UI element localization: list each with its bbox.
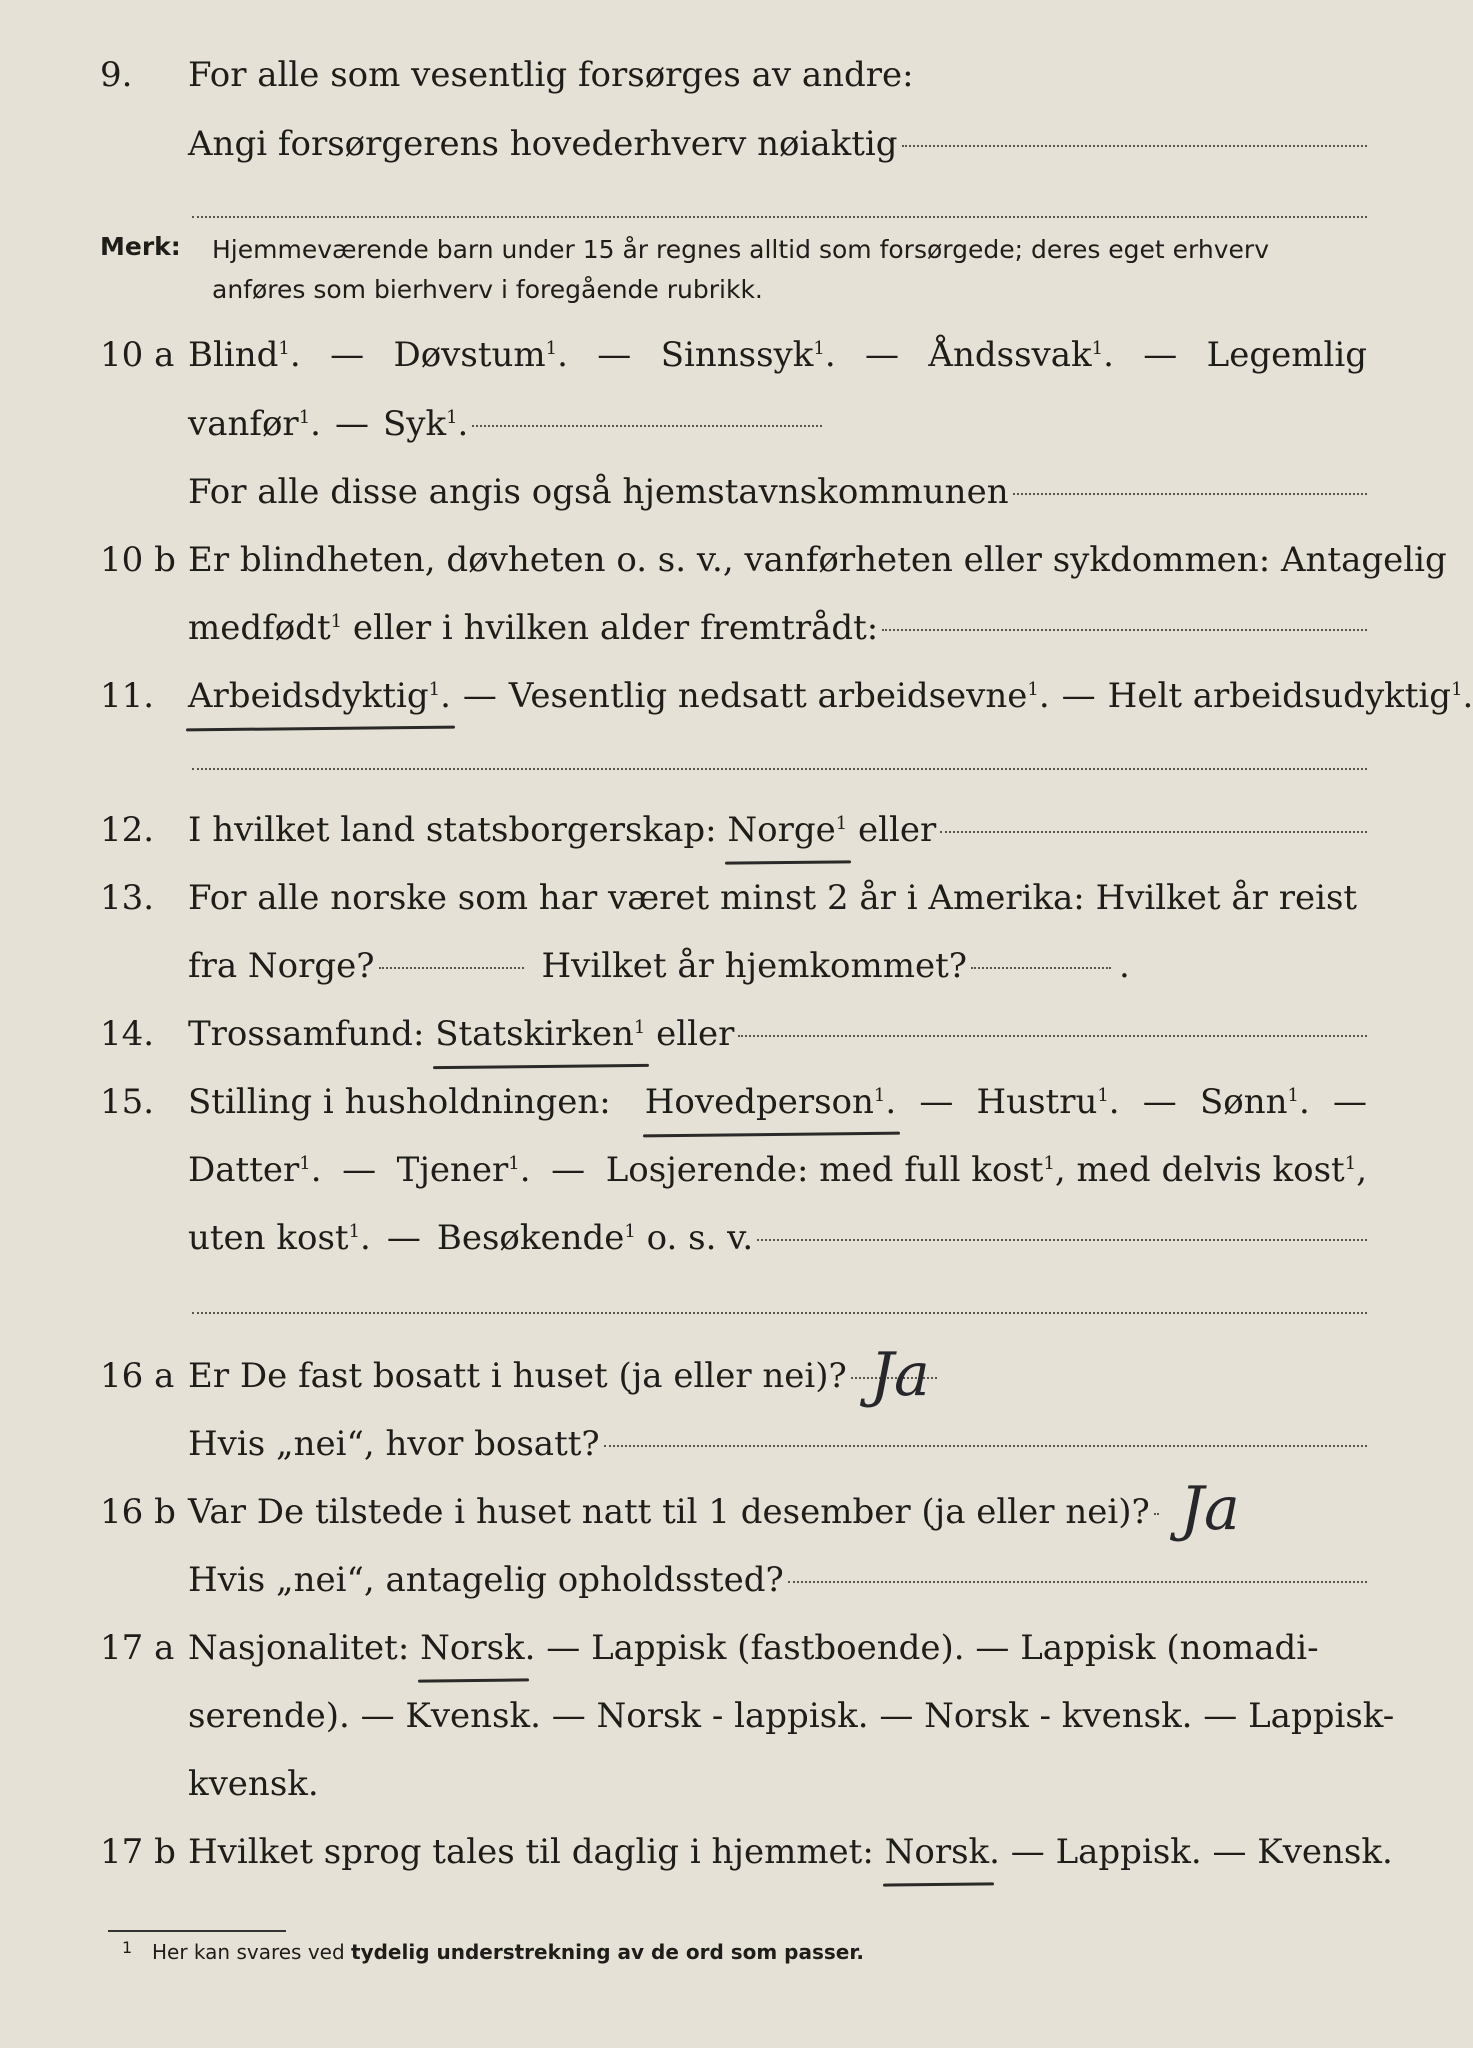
q15-continuation-line[interactable] <box>192 1312 1367 1314</box>
q12-number: 12. <box>100 810 155 850</box>
dash: — <box>1061 676 1096 716</box>
q13-left-year-field[interactable] <box>379 967 524 969</box>
q16a-handwritten-answer: Ja <box>870 1340 930 1410</box>
q11-option-nedsatt[interactable]: Vesentlig nedsatt arbeidsevne$^1$. <box>508 676 1050 716</box>
dash: — <box>1143 335 1178 375</box>
q15-option-losjerende: Losjerende: med full kost$^1$, med delvis kost$^1$, <box>605 1150 1367 1190</box>
dash: — <box>1332 1082 1367 1122</box>
q15-line2 <box>0 1140 1437 1200</box>
q17a-answer-norsk[interactable]: Norsk <box>420 1618 525 1678</box>
q15-option-hustru: Hustru$^1$. <box>976 1082 1120 1122</box>
q10b-number: 10 b <box>100 540 176 580</box>
dot: . <box>1119 946 1130 986</box>
q15-number: 15. <box>100 1082 155 1122</box>
q10a-option-legemlig: Legemlig <box>1206 335 1367 375</box>
q10a-option-blind: Blind$^1$. <box>188 335 301 375</box>
dash: — <box>386 1218 421 1258</box>
q15-option-sonn: Sønn$^1$. <box>1199 1082 1310 1122</box>
q10a-line3 <box>0 462 1437 522</box>
q12-tail: eller <box>847 810 937 850</box>
q12-answer-norge[interactable]: Norge$^1$ <box>727 800 847 860</box>
q15-option-datter: Datter$^1$. <box>188 1150 322 1190</box>
merk-line2: anføres som bierhverv i foregående rubrikk. <box>212 275 763 304</box>
q10a-answer-field[interactable] <box>472 425 822 427</box>
q16a-residence-field[interactable] <box>604 1445 1367 1447</box>
q14-tail: eller <box>645 1014 735 1054</box>
q9-number: 9. <box>100 55 133 95</box>
q17b-prompt: Hvilket sprog tales til daglig i hjemmet: <box>188 1832 885 1872</box>
q14-answer-statskirken[interactable]: Statskirken$^1$ <box>435 1004 645 1064</box>
q10a-option-vanfor: vanfør$^1$. <box>188 404 321 444</box>
q17a-prompt: Nasjonalitet: <box>188 1628 421 1668</box>
dash: — <box>919 1082 954 1122</box>
q13-number: 13. <box>100 878 155 918</box>
q11-line <box>0 666 1473 726</box>
q13-return-year-field[interactable] <box>971 967 1111 969</box>
q15-option-tjener: Tjener$^1$. <box>396 1150 531 1190</box>
q10a-line2 <box>0 394 1437 454</box>
q16b-prompt: Var De tilstede i huset natt til 1 desember (ja eller nei)? <box>188 1492 1150 1532</box>
q10b-age-field[interactable] <box>882 629 1367 631</box>
q13-prompt: For alle norske som har været minst 2 år i Amerika: Hvilket år reist <box>188 878 1358 918</box>
q15-line1 <box>0 1072 1437 1132</box>
q17a-number: 17 a <box>100 1628 175 1668</box>
q12-line <box>0 800 1437 860</box>
q15-option-besokende: Besøkende$^1$ o. s. v. <box>436 1218 754 1258</box>
q13-line1 <box>0 868 1437 928</box>
q17b-number: 17 b <box>100 1832 176 1872</box>
q10a-hometown-field[interactable] <box>1013 493 1367 495</box>
q10a-option-syk: Syk$^1$. <box>382 404 469 444</box>
q16b-whereabouts-field[interactable] <box>788 1581 1367 1583</box>
q10a-option-sinnssyk: Sinnssyk$^1$. <box>660 335 836 375</box>
q10b-line2 <box>0 598 1437 658</box>
q17a-options-line3: kvensk. <box>188 1764 319 1804</box>
q17a-line3 <box>0 1754 1437 1814</box>
q14-line <box>0 1004 1437 1064</box>
dash: — <box>551 1150 586 1190</box>
q17a-options-line2: serende). — Kvensk. — Norsk - lappisk. — Norsk - kvensk. — Lappisk- <box>188 1696 1395 1736</box>
q17b-line <box>0 1822 1437 1882</box>
q16a-residence-label: Hvis „nei“, hvor bosatt? <box>188 1424 600 1464</box>
q16b-line2 <box>0 1550 1437 1610</box>
q10b-prompt: Er blindheten, døvheten o. s. v., vanførheten eller sykdommen: Antagelig <box>188 540 1447 580</box>
q14-number: 14. <box>100 1014 155 1054</box>
q16a-line2 <box>0 1414 1437 1474</box>
q11-option-arbeidsdyktig[interactable]: Arbeidsdyktig$^1$. <box>188 666 451 726</box>
q9-occupation-field[interactable] <box>902 145 1367 147</box>
footnote-bold: tydelig understrekning av de ord som passer. <box>351 1940 864 1964</box>
dash: — <box>462 676 497 716</box>
footnote-mark: 1 <box>122 1938 133 1957</box>
q10b-line1 <box>0 530 1447 590</box>
q15-line3 <box>0 1208 1437 1268</box>
q15-answer-hovedperson[interactable]: Hovedperson$^1$. <box>645 1072 896 1132</box>
q13-left-label: fra Norge? <box>188 946 375 986</box>
q17a-line1 <box>0 1618 1437 1678</box>
q17a-options: . — Lappisk (fastboende). — Lappisk (nomadi- <box>524 1628 1319 1668</box>
q14-other-field[interactable] <box>738 1035 1367 1037</box>
q9-line2 <box>0 114 1437 174</box>
footnote-text: Her kan svares ved <box>152 1940 352 1964</box>
footnote <box>122 1938 864 1964</box>
q12-other-field[interactable] <box>940 831 1367 833</box>
q11-number: 11. <box>100 676 155 716</box>
dash: — <box>342 1150 377 1190</box>
q17a-line2 <box>0 1686 1437 1746</box>
footnote-rule <box>108 1930 286 1932</box>
q13-return-label: Hvilket år hjemkommet? <box>541 946 968 986</box>
dash: — <box>597 335 632 375</box>
q11-continuation-line[interactable] <box>192 768 1367 770</box>
dash: — <box>865 335 900 375</box>
q16b-answer-field[interactable] <box>1154 1513 1157 1515</box>
q10b-age-label: eller i hvilken alder fremtrådt: <box>342 608 879 648</box>
q15-other-field[interactable] <box>757 1239 1367 1241</box>
q10a-option-dovstum: Døvstum$^1$. <box>393 335 568 375</box>
q13-line2 <box>0 936 1437 996</box>
q12-prompt: I hvilket land statsborgerskap: <box>188 810 728 850</box>
q10a-number: 10 a <box>100 335 175 375</box>
q9-prompt: For alle som vesentlig forsørges av andre: <box>188 55 914 95</box>
q10a-hometown-label: For alle disse angis også hjemstavnskommunen <box>188 472 1009 512</box>
q9-continuation-line[interactable] <box>192 216 1367 218</box>
q16b-handwritten-answer: Ja <box>1180 1474 1240 1544</box>
q9-line1 <box>0 45 1437 105</box>
q17b-options: . — Lappisk. — Kvensk. <box>989 1832 1393 1872</box>
q15-prompt: Stilling i husholdningen: <box>188 1082 622 1122</box>
dash: — <box>334 404 369 444</box>
q16a-prompt: Er De fast bosatt i huset (ja eller nei)? <box>188 1356 847 1396</box>
q14-prompt: Trossamfund: <box>188 1014 436 1054</box>
q10a-option-andssvak: Åndssvak$^1$. <box>928 335 1114 375</box>
merk-label: Merk: <box>100 232 181 261</box>
dash: — <box>330 335 365 375</box>
dash: — <box>1142 1082 1177 1122</box>
q10a-line1 <box>0 325 1437 385</box>
q16b-whereabouts-label: Hvis „nei“, antagelig opholdssted? <box>188 1560 784 1600</box>
q16a-number: 16 a <box>100 1356 175 1396</box>
q10b-option-medfodt: medfødt$^1$ <box>188 608 343 648</box>
merk-line1: Hjemmeværende barn under 15 år regnes alltid som forsørgede; deres eget erhverv <box>212 235 1269 264</box>
q16b-number: 16 b <box>100 1492 176 1532</box>
q11-option-udyktig[interactable]: Helt arbeidsudyktig$^1$. <box>1107 676 1473 716</box>
q16a-line1 <box>0 1346 1437 1406</box>
q9-occupation-label: Angi forsørgerens hovederhverv nøiaktig <box>188 124 898 164</box>
q15-option-uten-kost: uten kost$^1$. <box>188 1218 371 1258</box>
q17b-answer-norsk[interactable]: Norsk <box>885 1822 990 1882</box>
